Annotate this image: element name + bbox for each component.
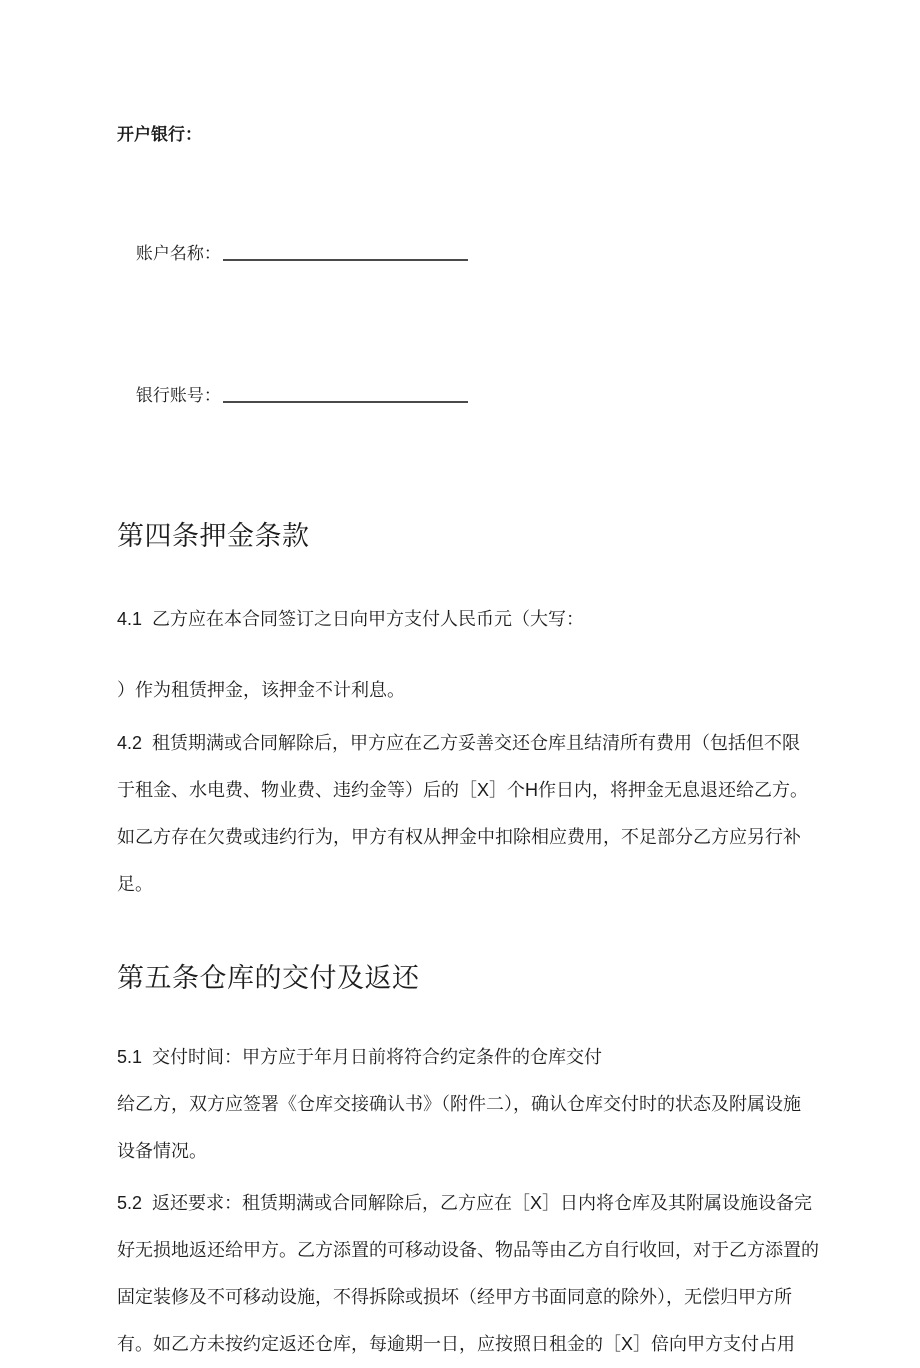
clause-4-1-line1: 4.1 乙方应在本合同签订之日向甲方支付人民币元（大写：	[117, 609, 585, 629]
clause-5-1-line3: 设备情况。	[117, 1141, 207, 1161]
clause-5-2	[117, 1180, 819, 1368]
account-name-label: 账户名称：	[135, 244, 221, 263]
clause-4-1-part1	[117, 596, 808, 643]
bank-account-row	[117, 325, 808, 466]
clause-4-2	[117, 720, 808, 908]
clause-4-2-line1: 4.2 租赁期满或合同解除后，甲方应在乙方妥善交还仓库且结清所有费用（包括但不限	[117, 733, 801, 753]
clause-4-2-line4: 足。	[117, 874, 153, 894]
clause-4-1-part2	[117, 667, 808, 714]
clause-5-1-line2: 给乙方，双方应签署《仓库交接确认书》（附件二），确认仓库交付时的状态及附属设施	[117, 1094, 801, 1114]
bank-account-blank-line	[223, 381, 468, 403]
clause-4-1-line2: ）作为租赁押金，该押金不计利息。	[117, 680, 405, 700]
account-name-row	[117, 183, 808, 324]
article-4-heading: 第四条押金条款	[117, 521, 310, 551]
clause-5-2-line1: 5.2 返还要求：租赁期满或合同解除后，乙方应在［X］日内将仓库及其附属设施设备完	[117, 1193, 813, 1213]
clause-4-2-line2: 于租金、水电费、物业费、违约金等）后的［X］个H作日内，将押金无息退还给乙方。	[117, 780, 809, 800]
clause-4-2-line3: 如乙方存在欠费或违约行为，甲方有权从押金中扣除相应费用，不足部分乙方应另行补	[117, 827, 801, 847]
account-name-blank-line	[223, 239, 468, 261]
bank-name-label: 开户银行：	[117, 125, 202, 144]
clause-5-1-line1: 5.1 交付时间：甲方应于年月日前将符合约定条件的仓库交付	[117, 1047, 603, 1067]
bank-account-label: 银行账号：	[135, 386, 221, 405]
clause-5-2-line4: 有。如乙方未按约定返还仓库，每逾期一日，应按照日租金的［X］倍向甲方支付占用	[117, 1334, 796, 1354]
clause-5-1	[117, 1034, 808, 1175]
article-5-heading: 第五条仓库的交付及返还	[117, 963, 420, 993]
clause-5-2-line3: 固定装修及不可移动设施，不得拆除或损坏（经甲方书面同意的除外），无偿归甲方所	[117, 1287, 792, 1307]
clause-5-2-line2: 好无损地返还给甲方。乙方添置的可移动设备、物品等由乙方自行收回，对于乙方添置的	[117, 1240, 819, 1260]
